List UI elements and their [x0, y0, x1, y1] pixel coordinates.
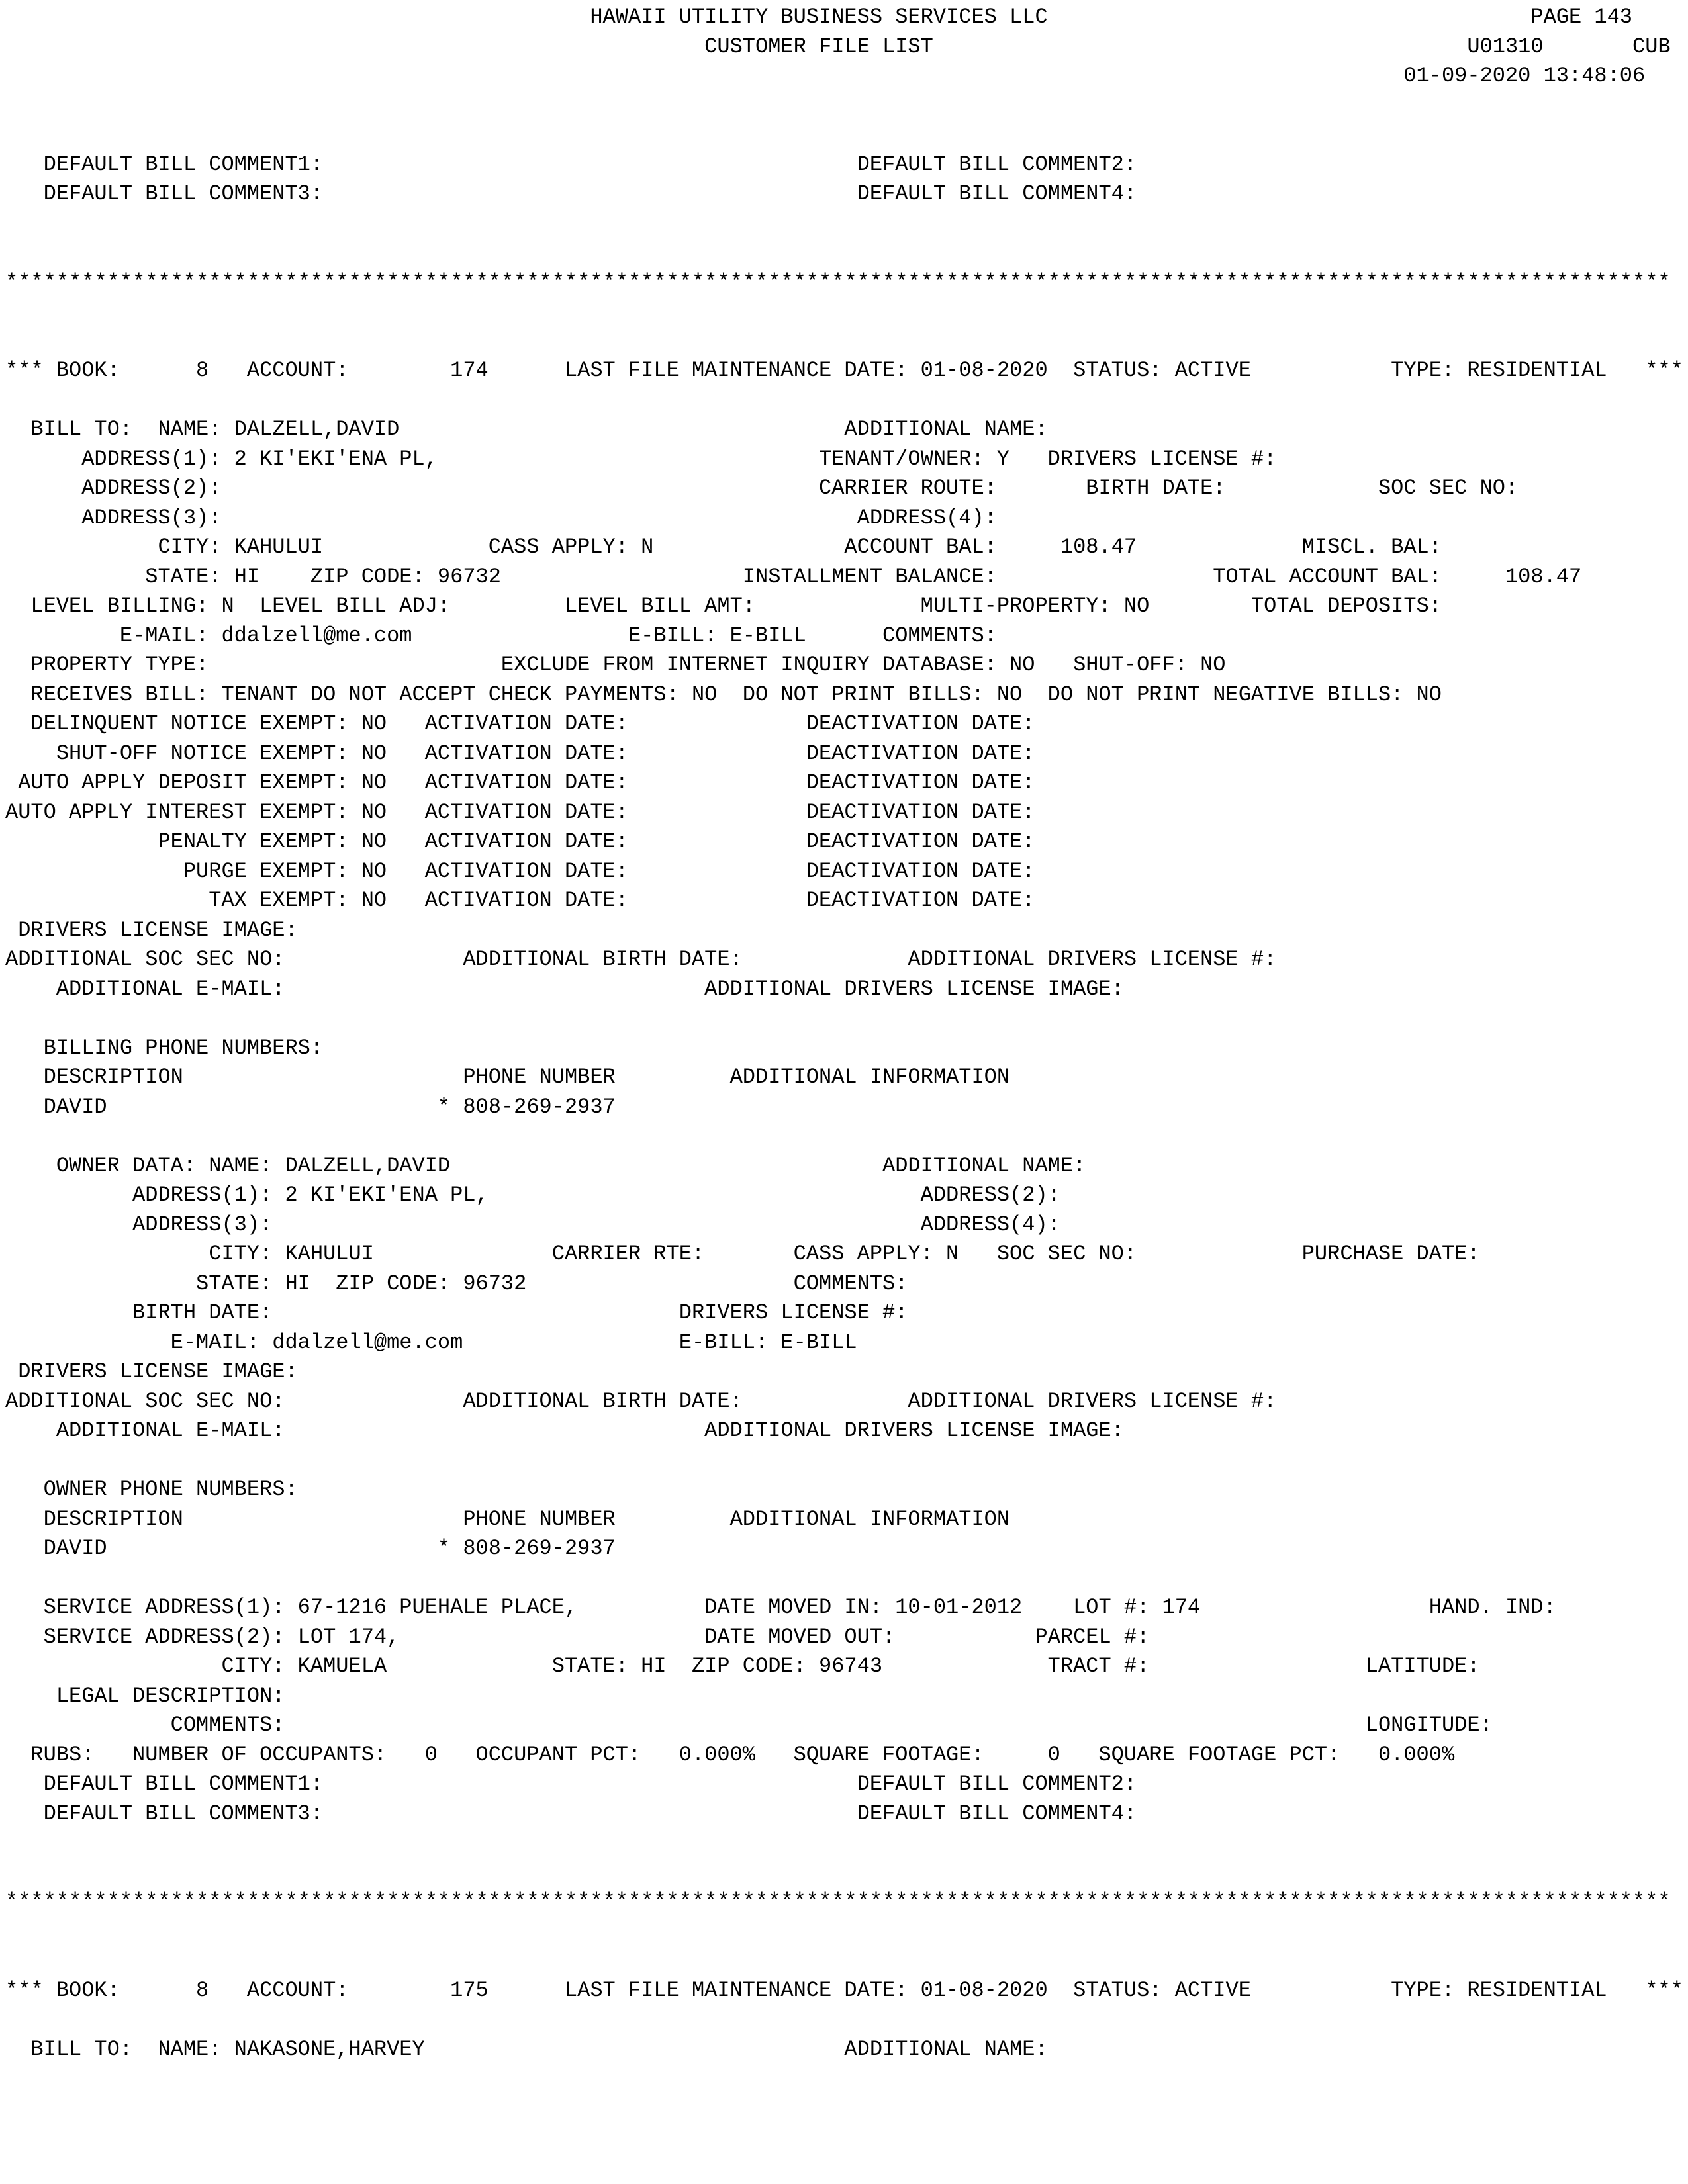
prev-default-bill-comments-3-4-line: DEFAULT BILL COMMENT3: DEFAULT BILL COMMENT4: [5, 181, 1137, 206]
header-company-and-page-line: HAWAII UTILITY BUSINESS SERVICES LLC PAGE 143 [5, 5, 1632, 29]
shutoff-notice-exempt-line: SHUT-OFF NOTICE EXEMPT: NO ACTIVATION DATE: DEACTIVATION DATE: [5, 741, 1035, 766]
property-type-line: PROPERTY TYPE: EXCLUDE FROM INTERNET INQUIRY DATABASE: NO SHUT-OFF: NO [5, 653, 1226, 677]
bill-to-state-zip-balance-line: STATE: HI ZIP CODE: 96732 INSTALLMENT BALANCE: TOTAL ACCOUNT BAL: 108.47 [5, 564, 1582, 589]
purge-exempt-line: PURGE EXEMPT: NO ACTIVATION DATE: DEACTIVATION DATE: [5, 858, 1035, 884]
blank-line [5, 327, 1688, 357]
header-datetime-line: 01-09-2020 13:48:06 [5, 64, 1646, 88]
prev-default-bill-comments-1-2-line: DEFAULT BILL COMMENT1: DEFAULT BILL COMMENT2: [5, 152, 1137, 177]
additional-ids-line: ADDITIONAL SOC SEC NO: ADDITIONAL BIRTH DATE: ADDITIONAL DRIVERS LICENSE #: [5, 947, 1277, 972]
billing-phone-row-line: DAVID * 808-269-2937 [5, 1094, 616, 1119]
blank-line [5, 2005, 1688, 2035]
email-ebill-comments-line: E-MAIL: ddalzell@me.com E-BILL: E-BILL COMMENTS: [5, 623, 997, 648]
header-report-and-program-line: CUSTOMER FILE LIST U01310 CUB [5, 34, 1671, 59]
owner-phone-table-header-line: DESCRIPTION PHONE NUMBER ADDITIONAL INFORMATION [5, 1506, 1010, 1531]
blank-line [5, 1829, 1688, 1858]
additional-email-line: ADDITIONAL E-MAIL: ADDITIONAL DRIVERS LICENSE IMAGE: [5, 976, 1124, 1001]
rubs-line: RUBS: NUMBER OF OCCUPANTS: 0 OCCUPANT PCT: 0.000% SQUARE FOOTAGE: 0 SQUARE FOOTAGE PCT: 0.000% [5, 1742, 1455, 1767]
owner-state-zip-line: STATE: HI ZIP CODE: 96732 COMMENTS: [5, 1271, 908, 1296]
blank-line [5, 1917, 1688, 1947]
auto-apply-deposit-exempt-line: AUTO APPLY DEPOSIT EXEMPT: NO ACTIVATION DATE: DEACTIVATION DATE: [5, 770, 1035, 795]
account-175-banner-line: *** BOOK: 8 ACCOUNT: 175 LAST FILE MAINTENANCE DATE: 01-08-2020 STATUS: ACTIVE TYPE: RESIDENTIAL *** [5, 1978, 1683, 2003]
owner-city-line: CITY: KAHULUI CARRIER RTE: CASS APPLY: N SOC SEC NO: PURCHASE DATE: [5, 1242, 1480, 1266]
blank-line [5, 1004, 1688, 1034]
receives-bill-line: RECEIVES BILL: TENANT DO NOT ACCEPT CHECK PAYMENTS: NO DO NOT PRINT BILLS: NO DO NOT PRINT NEGATIVE BILLS: NO [5, 682, 1442, 707]
owner-birth-date-line: BIRTH DATE: DRIVERS LICENSE #: [5, 1300, 908, 1325]
owner-phone-numbers-heading-line: OWNER PHONE NUMBERS: [5, 1477, 298, 1502]
bill-to-city-balance-line: CITY: KAHULUI CASS APPLY: N ACCOUNT BAL: 108.47 MISCL. BAL: [5, 535, 1442, 559]
blank-line [5, 1446, 1688, 1476]
service-address1-line: SERVICE ADDRESS(1): 67-1216 PUEHALE PLACE, DATE MOVED IN: 10-01-2012 LOT #: 174 HAND. IND: [5, 1595, 1556, 1619]
owner-address3-line: ADDRESS(3): ADDRESS(4): [5, 1212, 1060, 1237]
blank-line [5, 1858, 1688, 1888]
bill-to-address3-line: ADDRESS(3): ADDRESS(4): [5, 505, 997, 530]
penalty-exempt-line: PENALTY EXEMPT: NO ACTIVATION DATE: DEACTIVATION DATE: [5, 829, 1035, 854]
service-address2-line: SERVICE ADDRESS(2): LOT 174, DATE MOVED OUT: PARCEL #: [5, 1624, 1150, 1649]
blank-line [5, 120, 1688, 150]
tax-exempt-line: TAX EXEMPT: NO ACTIVATION DATE: DEACTIVATION DATE: [5, 888, 1035, 913]
account-175-bill-to-name-line: BILL TO: NAME: NAKASONE,HARVEY ADDITIONAL NAME: [5, 2036, 1048, 2062]
separator-line: *********************************************************************************************************************************** [5, 1889, 1671, 1914]
level-billing-line: LEVEL BILLING: N LEVEL BILL ADJ: LEVEL BILL AMT: MULTI-PROPERTY: NO TOTAL DEPOSITS: [5, 594, 1442, 618]
owner-drivers-license-image-line: DRIVERS LICENSE IMAGE: [5, 1359, 298, 1384]
owner-email-line: E-MAIL: ddalzell@me.com E-BILL: E-BILL [5, 1330, 857, 1355]
owner-phone-row-line: DAVID * 808-269-2937 [5, 1536, 616, 1561]
blank-line [5, 297, 1688, 327]
auto-apply-interest-exempt-line: AUTO APPLY INTEREST EXEMPT: NO ACTIVATION DATE: DEACTIVATION DATE: [5, 799, 1035, 825]
blank-line [5, 91, 1688, 121]
owner-additional-ids-line: ADDITIONAL SOC SEC NO: ADDITIONAL BIRTH DATE: ADDITIONAL DRIVERS LICENSE #: [5, 1388, 1277, 1414]
legal-description-line: LEGAL DESCRIPTION: [5, 1683, 285, 1708]
blank-line [5, 386, 1688, 416]
owner-data-name-line: OWNER DATA: NAME: DALZELL,DAVID ADDITIONAL NAME: [5, 1153, 1086, 1178]
account-174-banner-line: *** BOOK: 8 ACCOUNT: 174 LAST FILE MAINTENANCE DATE: 01-08-2020 STATUS: ACTIVE TYPE: RESIDENTIAL *** [5, 358, 1683, 383]
comments-longitude-line: COMMENTS: LONGITUDE: [5, 1713, 1493, 1737]
blank-line [5, 1946, 1688, 1976]
bill-to-address1-line: ADDRESS(1): 2 KI'EKI'ENA PL, TENANT/OWNER: Y DRIVERS LICENSE #: [5, 446, 1277, 471]
drivers-license-image-line: DRIVERS LICENSE IMAGE: [5, 917, 298, 942]
default-bill-comments-3-4-line: DEFAULT BILL COMMENT3: DEFAULT BILL COMMENT4: [5, 1801, 1137, 1826]
billing-phone-numbers-heading-line: BILLING PHONE NUMBERS: [5, 1035, 324, 1060]
delinquent-notice-exempt-line: DELINQUENT NOTICE EXEMPT: NO ACTIVATION DATE: DEACTIVATION DATE: [5, 711, 1035, 736]
blank-line [5, 209, 1688, 239]
owner-address1-line: ADDRESS(1): 2 KI'EKI'ENA PL, ADDRESS(2): [5, 1183, 1060, 1207]
bill-to-name-line: BILL TO: NAME: DALZELL,DAVID ADDITIONAL NAME: [5, 417, 1048, 441]
blank-line [5, 1122, 1688, 1152]
service-city-state-zip-line: CITY: KAMUELA STATE: HI ZIP CODE: 96743 TRACT #: LATITUDE: [5, 1654, 1480, 1678]
blank-line [5, 238, 1688, 268]
default-bill-comments-1-2-line: DEFAULT BILL COMMENT1: DEFAULT BILL COMMENT2: [5, 1772, 1137, 1796]
owner-additional-email-line: ADDITIONAL E-MAIL: ADDITIONAL DRIVERS LICENSE IMAGE: [5, 1418, 1124, 1443]
separator-line: *********************************************************************************************************************************** [5, 269, 1671, 295]
bill-to-address2-line: ADDRESS(2): CARRIER ROUTE: BIRTH DATE: SOC SEC NO: [5, 476, 1519, 500]
blank-line [5, 1564, 1688, 1594]
billing-phone-table-header-line: DESCRIPTION PHONE NUMBER ADDITIONAL INFORMATION [5, 1065, 1010, 1089]
